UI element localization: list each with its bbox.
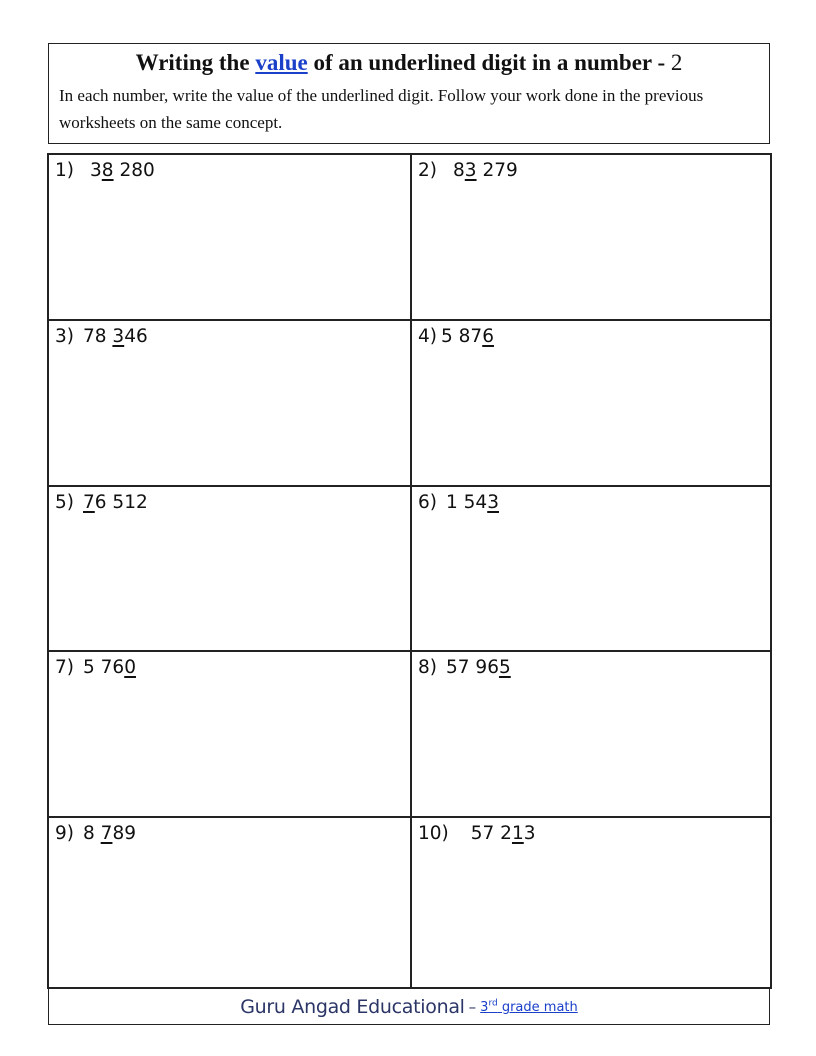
problem-cell-2[interactable]	[412, 155, 770, 319]
problem-label: 2) 83 279	[418, 160, 518, 181]
underlined-digit: 0	[124, 657, 136, 678]
underlined-digit: 1	[511, 823, 524, 844]
problem-label: 7) 5 760	[55, 657, 136, 678]
problem-label: 6) 1 543	[418, 492, 499, 513]
problem-label: 3) 78 346	[55, 326, 148, 347]
underlined-digit: 3	[464, 160, 477, 181]
problem-label: 10) 57 213	[418, 823, 536, 844]
underlined-digit: 8	[101, 160, 114, 181]
problem-cell-10[interactable]	[412, 818, 770, 987]
worksheet-header	[48, 43, 770, 144]
instructions-text: In each number, write the value of the underlined digit. Follow your work done in the previous worksheets on the same concept.	[59, 86, 704, 132]
worksheet-title	[49, 50, 769, 76]
footer-brand: Guru Angad Educational	[240, 996, 465, 1018]
problem-cell-1[interactable]	[49, 155, 410, 319]
problem-cell-7[interactable]	[49, 652, 410, 816]
underlined-digit: 3	[112, 326, 125, 347]
grade-math-link[interactable]: 3rd grade math	[480, 998, 578, 1016]
footer-dash: –	[468, 998, 477, 1016]
problem-cell-5[interactable]	[49, 487, 410, 650]
title-text-end: of an underlined digit in a number -	[313, 50, 666, 75]
underlined-digit: 7	[100, 823, 113, 844]
problem-cell-6[interactable]	[412, 487, 770, 650]
title-text-start: Writing the	[135, 50, 250, 75]
problem-cell-8[interactable]	[412, 652, 770, 816]
worksheet-footer	[48, 989, 770, 1025]
problem-cell-9[interactable]	[49, 818, 410, 987]
problem-label: 8) 57 965	[418, 657, 511, 678]
problem-label: 5) 76 512	[55, 492, 148, 513]
title-number: 2	[670, 50, 683, 75]
problem-label: 9) 8 789	[55, 823, 136, 844]
underlined-digit: 5	[498, 657, 511, 678]
underlined-digit: 6	[482, 326, 494, 347]
underlined-digit: 7	[83, 492, 95, 513]
underlined-digit: 3	[487, 492, 499, 513]
problem-cell-3[interactable]	[49, 321, 410, 485]
problem-grid	[47, 153, 772, 989]
problem-label: 4) 5 876	[418, 326, 494, 347]
problem-label: 1) 38 280	[55, 160, 155, 181]
problem-cell-4[interactable]	[412, 321, 770, 485]
title-highlight-value: value	[255, 50, 308, 75]
